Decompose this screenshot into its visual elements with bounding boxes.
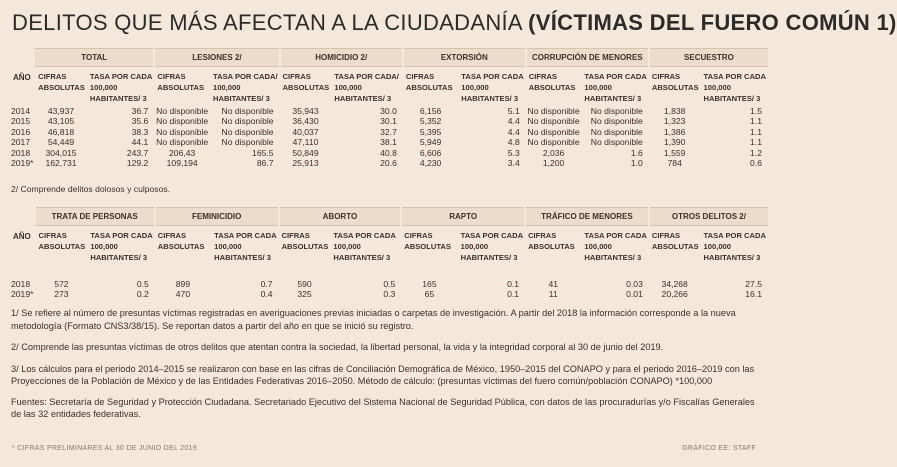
header-line: CIFRAS xyxy=(157,231,187,240)
absolute-value-cell: 2,036 xyxy=(542,147,565,158)
group-corrupcion: CORRUPCIÓN DE MENORES xyxy=(526,49,649,67)
table-row xyxy=(10,289,768,300)
rate-value-cell: 243.7 xyxy=(126,147,149,158)
rate-value-cell: No disponible xyxy=(221,126,274,137)
table-row xyxy=(10,116,768,127)
absolute-value-cell: 325 xyxy=(297,289,312,299)
rate-value-cell: 27.5 xyxy=(745,278,762,289)
absolute-value-cell: No disponible xyxy=(156,116,209,126)
table-row xyxy=(10,148,768,159)
header-line: TASA POR CADA/ xyxy=(213,72,278,81)
rate-value-cell: 32.7 xyxy=(380,126,397,137)
header-line: 100,000 xyxy=(333,242,361,251)
rate-value-cell: 5.3 xyxy=(507,147,520,158)
footnotes xyxy=(11,307,756,421)
table-row xyxy=(10,127,768,138)
header-line: TASA POR CADA xyxy=(214,231,277,240)
tasa-header xyxy=(581,226,648,265)
absolute-value-cell: 4,230 xyxy=(419,158,442,168)
table-1-body xyxy=(10,106,768,169)
absolute-value-cell: 41 xyxy=(548,278,559,289)
absolute-value-cell: 54,449 xyxy=(47,137,75,147)
tasa-header xyxy=(87,67,154,106)
header-line: CIFRAS xyxy=(38,72,67,81)
group-total: TOTAL xyxy=(35,49,154,67)
header-line: ABSOLUTAS xyxy=(528,242,575,251)
absolute-value-cell: No disponible xyxy=(527,126,580,137)
cifras-absolutas-header xyxy=(280,67,332,106)
group-lesiones: LESIONES 2/ xyxy=(154,49,279,67)
rate-value-cell: 86.7 xyxy=(256,158,274,168)
tasa-header xyxy=(581,67,648,106)
footnote-1: 1/ Se refiere al número de presuntas víctimas registradas en averiguaciones previas iniciadas o carpetas de investigación. A partir del 2018 la información corresponde a la nueva metodología (Formato CNS3/38/15). Se reportan datos a partir del año en que se inició su registro. xyxy=(11,308,736,331)
absolute-value-cell: 1,200 xyxy=(542,158,565,168)
absolute-value-cell: 25,913 xyxy=(292,158,319,168)
header-line: CIFRAS xyxy=(38,231,67,240)
absolute-value-cell: 899 xyxy=(175,278,191,289)
rate-value-cell: 0.1 xyxy=(507,289,520,299)
header-line: CIFRAS xyxy=(528,231,557,240)
header-line: 100,000 xyxy=(703,83,731,92)
absolute-value-cell: 1,838 xyxy=(663,105,686,116)
header-line: HABITANTES/ 3 xyxy=(703,253,761,262)
spacer-row xyxy=(10,265,768,279)
absolute-value-cell: 35,943 xyxy=(292,105,319,116)
rate-value-cell: 0.5 xyxy=(136,278,149,289)
absolute-value-cell: 50,849 xyxy=(292,147,319,158)
cifras-absolutas-header xyxy=(403,67,458,106)
header-line: 100,000 xyxy=(460,242,489,251)
group-trata: TRATA DE PERSONAS xyxy=(36,208,155,226)
header-line: HABITANTES/ 3 xyxy=(584,94,642,103)
absolute-value-cell: 1,559 xyxy=(663,147,686,158)
header-line: TASA POR CADA xyxy=(584,72,647,81)
absolute-value-cell: 5,395 xyxy=(419,126,442,137)
absolute-value-cell: 43,937 xyxy=(47,105,75,116)
header-line: ABSOLUTAS xyxy=(282,83,330,92)
absolute-value-cell: No disponible xyxy=(156,105,209,116)
absolute-value-cell: 304,015 xyxy=(45,147,77,158)
absolute-value-cell: 46,818 xyxy=(47,126,75,137)
header-line: 100,000 xyxy=(584,83,612,92)
header-line: ABSOLUTAS xyxy=(651,83,699,92)
rate-value-cell: 38.3 xyxy=(131,126,149,137)
cifras-absolutas-header xyxy=(155,226,211,265)
header-line: ABSOLUTAS xyxy=(651,242,699,251)
header-line: ABSOLUTAS xyxy=(528,83,576,92)
cifras-absolutas-header xyxy=(649,67,701,106)
header-line: 100,000 xyxy=(334,83,362,92)
absolute-value-cell: 6,606 xyxy=(419,147,442,158)
rate-value-cell: 44.1 xyxy=(131,137,149,147)
year-cell: 2019* xyxy=(11,158,34,168)
absolute-value-cell: 1,323 xyxy=(663,116,686,126)
rate-value-cell: 0.7 xyxy=(260,278,273,289)
year-cell: 2018 xyxy=(11,147,31,158)
table-row xyxy=(10,158,768,169)
absolute-value-cell: 6,156 xyxy=(419,105,442,116)
header-line: CIFRAS xyxy=(281,231,310,240)
absolute-value-cell: 165 xyxy=(422,278,437,289)
absolute-value-cell: 109,194 xyxy=(166,158,198,168)
table-1-note: 2/ Comprende delitos dolosos y culposos. xyxy=(11,184,171,194)
rate-value-cell: 30.0 xyxy=(380,105,397,116)
tasa-header xyxy=(458,67,525,106)
absolute-value-cell: 273 xyxy=(54,289,69,299)
rate-value-cell: 1.5 xyxy=(750,105,762,116)
absolute-value-cell: No disponible xyxy=(156,137,209,147)
absolute-value-cell: 470 xyxy=(175,289,191,299)
group-homicidio: HOMICIDIO 2/ xyxy=(280,49,403,67)
absolute-value-cell: 34,268 xyxy=(661,278,688,289)
year-header: AÑO xyxy=(13,231,31,241)
rate-value-cell: 4.8 xyxy=(507,137,520,147)
rate-value-cell: 0.3 xyxy=(383,289,396,299)
rate-value-cell: No disponible xyxy=(590,126,643,137)
table-row xyxy=(10,137,768,148)
rate-value-cell: 0.01 xyxy=(626,289,643,299)
year-header: AÑO xyxy=(13,72,31,82)
rate-value-cell: No disponible xyxy=(590,137,643,147)
title-main: DELITOS QUE MÁS AFECTAN A LA CIUDADANÍA xyxy=(12,10,522,35)
rate-value-cell: No disponible xyxy=(590,116,643,126)
header-line: HABITANTES/ 3 xyxy=(90,253,148,262)
header-line: 100,000 xyxy=(213,83,241,92)
header-line: HABITANTES/ 3 xyxy=(213,94,270,103)
rate-value-cell: 36.7 xyxy=(131,105,149,116)
header-line: 100,000 xyxy=(584,242,612,251)
group-rapto: RAPTO xyxy=(401,208,525,226)
absolute-value-cell: No disponible xyxy=(527,116,580,126)
rate-value-cell: 1.1 xyxy=(750,126,762,137)
tasa-header xyxy=(330,226,401,265)
header-line: ABSOLUTAS xyxy=(404,242,451,251)
tasa-header xyxy=(701,226,768,265)
absolute-value-cell: No disponible xyxy=(156,126,209,137)
header-line: CIFRAS xyxy=(528,72,557,81)
cifras-absolutas-header xyxy=(526,67,582,106)
rate-value-cell: No disponible xyxy=(221,137,274,147)
header-line: 100,000 xyxy=(90,242,118,251)
year-cell: 2019* xyxy=(11,289,34,299)
sources-note: Fuentes: Secretaría de Seguridad y Protección Ciudadana. Secretariado Ejecutivo del Sistema Nacional de Seguridad Pública, con datos de las procuradurías y/o Fiscalías Generales de las 32 entidades federativas. xyxy=(11,396,755,419)
graphic-credit: GRÁFICO EE: STAFF xyxy=(682,445,756,452)
header-line: 100,000 xyxy=(89,83,118,92)
footnote-2: 2/ Comprende las presuntas víctimas de otros delitos que atentan contra la sociedad, la libertad personal, la vida y la integridad corporal al 30 de junio del 2019. xyxy=(11,342,664,352)
header-line: HABITANTES/ 3 xyxy=(214,253,271,262)
tasa-header xyxy=(210,67,280,106)
header-line: ABSOLUTAS xyxy=(38,242,86,251)
group-feminicidio: FEMINICIDIO xyxy=(155,208,279,226)
year-cell: 2018 xyxy=(11,278,31,289)
absolute-value-cell: 20,266 xyxy=(661,289,688,299)
header-line: TASA POR CADA xyxy=(333,231,396,240)
rate-value-cell: 0.5 xyxy=(383,278,396,289)
title-bold: (VÍCTIMAS DEL FUERO COMÚN 1) xyxy=(528,10,897,35)
rate-value-cell: No disponible xyxy=(221,105,274,116)
year-cell: 2014 xyxy=(11,105,31,116)
header-line: HABITANTES/ 3 xyxy=(334,94,392,103)
group-trafico: TRÁFICO DE MENORES xyxy=(525,208,649,226)
absolute-value-cell: 784 xyxy=(667,158,682,168)
rate-value-cell: 4.4 xyxy=(507,126,520,137)
sub-header-row xyxy=(10,226,768,265)
cifras-absolutas-header xyxy=(279,226,331,265)
header-line: TASA POR CADA xyxy=(461,72,524,81)
sub-header-row xyxy=(10,67,768,106)
footnote-3: 3/ Los cálculos para el periodo 2014–2015 se realizaron con base en las cifras de Conciliación Demográfica de México, 1950–2015 del CONAPO y para el periodo 2016–2019 con las Proyecciones de la Población de México y de las Entidades Federativas 2016–2050. Método de cálculo: (presuntas víctimas del fuero común/población CONAPO) *100,000 xyxy=(11,363,755,386)
rate-value-cell: 165.5 xyxy=(252,147,274,158)
rate-value-cell: 3.4 xyxy=(507,158,520,168)
absolute-value-cell: 5,949 xyxy=(419,137,442,147)
group-otros: OTROS DELITOS 2/ xyxy=(649,208,768,226)
group-secuestro: SECUESTRO xyxy=(649,49,768,67)
header-line: HABITANTES/ 3 xyxy=(460,253,518,262)
absolute-value-cell: 11 xyxy=(548,289,558,299)
absolute-value-cell: No disponible xyxy=(527,137,580,147)
rate-value-cell: 20.6 xyxy=(380,158,397,168)
header-line: ABSOLUTAS xyxy=(157,242,205,251)
rate-value-cell: 1.6 xyxy=(630,147,643,158)
absolute-value-cell: 43,105 xyxy=(47,116,75,126)
header-line: TASA POR CADA xyxy=(584,231,647,240)
rate-value-cell: 4.4 xyxy=(507,116,520,126)
tasa-header xyxy=(87,226,154,265)
header-line: TASA POR CADA xyxy=(703,231,766,240)
header-line: CIFRAS xyxy=(404,231,433,240)
absolute-value-cell: 162,731 xyxy=(45,158,77,168)
absolute-value-cell: 65 xyxy=(424,289,435,299)
rate-value-cell: 0.1 xyxy=(507,278,520,289)
absolute-value-cell: 572 xyxy=(54,278,69,289)
table-row xyxy=(10,279,768,290)
rate-value-cell: 1.2 xyxy=(750,147,762,158)
table-victims-2 xyxy=(10,207,768,300)
header-line: 100,000 xyxy=(461,83,489,92)
header-line: ABSOLUTAS xyxy=(405,83,453,92)
rate-value-cell: 1.1 xyxy=(750,116,762,126)
header-line: TASA POR CADA xyxy=(703,72,766,81)
absolute-value-cell: 1,386 xyxy=(663,126,686,137)
rate-value-cell: 0.6 xyxy=(750,158,762,168)
cifras-absolutas-header xyxy=(525,226,581,265)
header-line: HABITANTES/ 3 xyxy=(703,94,761,103)
rate-value-cell: 0.4 xyxy=(260,289,273,299)
cifras-absolutas-header xyxy=(36,226,88,265)
header-line: HABITANTES/ 3 xyxy=(333,253,391,262)
header-line: CIFRAS xyxy=(157,72,186,81)
rate-value-cell: 35.6 xyxy=(131,116,149,126)
absolute-value-cell: 47,110 xyxy=(292,137,319,147)
cifras-absolutas-header xyxy=(154,67,210,106)
tasa-header xyxy=(701,67,768,106)
year-cell: 2017 xyxy=(11,137,31,147)
header-line: ABSOLUTAS xyxy=(157,83,205,92)
rate-value-cell: 0.03 xyxy=(626,278,643,289)
rate-value-cell: No disponible xyxy=(221,116,274,126)
cifras-absolutas-header xyxy=(649,226,701,265)
rate-value-cell: 38.1 xyxy=(380,137,397,147)
header-line: 100,000 xyxy=(703,242,731,251)
header-line: TASA POR CADA/ xyxy=(334,72,399,81)
absolute-value-cell: No disponible xyxy=(527,105,580,116)
header-line: TASA POR CADA xyxy=(89,72,153,81)
header-line: 100,000 xyxy=(214,242,242,251)
tasa-header xyxy=(331,67,403,106)
header-line: CIFRAS xyxy=(651,72,681,81)
absolute-value-cell: 206,43 xyxy=(169,147,196,158)
header-line: ABSOLUTAS xyxy=(281,242,329,251)
cifras-absolutas-header xyxy=(35,67,87,106)
table-row xyxy=(10,106,768,117)
cifras-absolutas-header xyxy=(401,226,457,265)
rate-value-cell: 0.2 xyxy=(136,289,149,299)
header-line: CIFRAS xyxy=(651,231,681,240)
header-line: TASA POR CADA xyxy=(90,231,153,240)
absolute-value-cell: 36,430 xyxy=(292,116,319,126)
absolute-value-cell: 590 xyxy=(297,278,312,289)
rate-value-cell: 5.1 xyxy=(507,105,520,116)
group-extorsion: EXTORSIÓN xyxy=(403,49,526,67)
rate-value-cell: 40.8 xyxy=(380,147,397,158)
preliminary-note: * CIFRAS PRELIMINARES AL 30 DE JUNIO DEL 2019 xyxy=(12,445,197,452)
tasa-header xyxy=(458,226,525,265)
header-line: TASA POR CADA xyxy=(460,231,524,240)
rate-value-cell: 1.0 xyxy=(630,158,643,168)
infographic-title xyxy=(12,10,897,36)
absolute-value-cell: 5,352 xyxy=(419,116,442,126)
header-line: HABITANTES/ 3 xyxy=(461,94,519,103)
year-cell: 2016 xyxy=(11,126,31,137)
header-line: ABSOLUTAS xyxy=(38,83,85,92)
header-line: HABITANTES/ 3 xyxy=(89,94,147,103)
rate-value-cell: 129.2 xyxy=(126,158,149,168)
rate-value-cell: 16.1 xyxy=(745,289,762,299)
table-victims-1 xyxy=(10,48,768,169)
rate-value-cell: 30.1 xyxy=(380,116,397,126)
header-line: CIFRAS xyxy=(282,72,311,81)
year-cell: 2015 xyxy=(11,116,31,126)
table-2-body xyxy=(10,265,768,300)
absolute-value-cell: 1,390 xyxy=(663,137,686,147)
rate-value-cell: No disponible xyxy=(590,105,643,116)
rate-value-cell: 1.1 xyxy=(750,137,762,147)
absolute-value-cell: 40,037 xyxy=(292,126,319,137)
tasa-header xyxy=(211,226,278,265)
group-aborto: ABORTO xyxy=(279,208,402,226)
header-line: HABITANTES/ 3 xyxy=(584,253,642,262)
header-line: CIFRAS xyxy=(405,72,435,81)
